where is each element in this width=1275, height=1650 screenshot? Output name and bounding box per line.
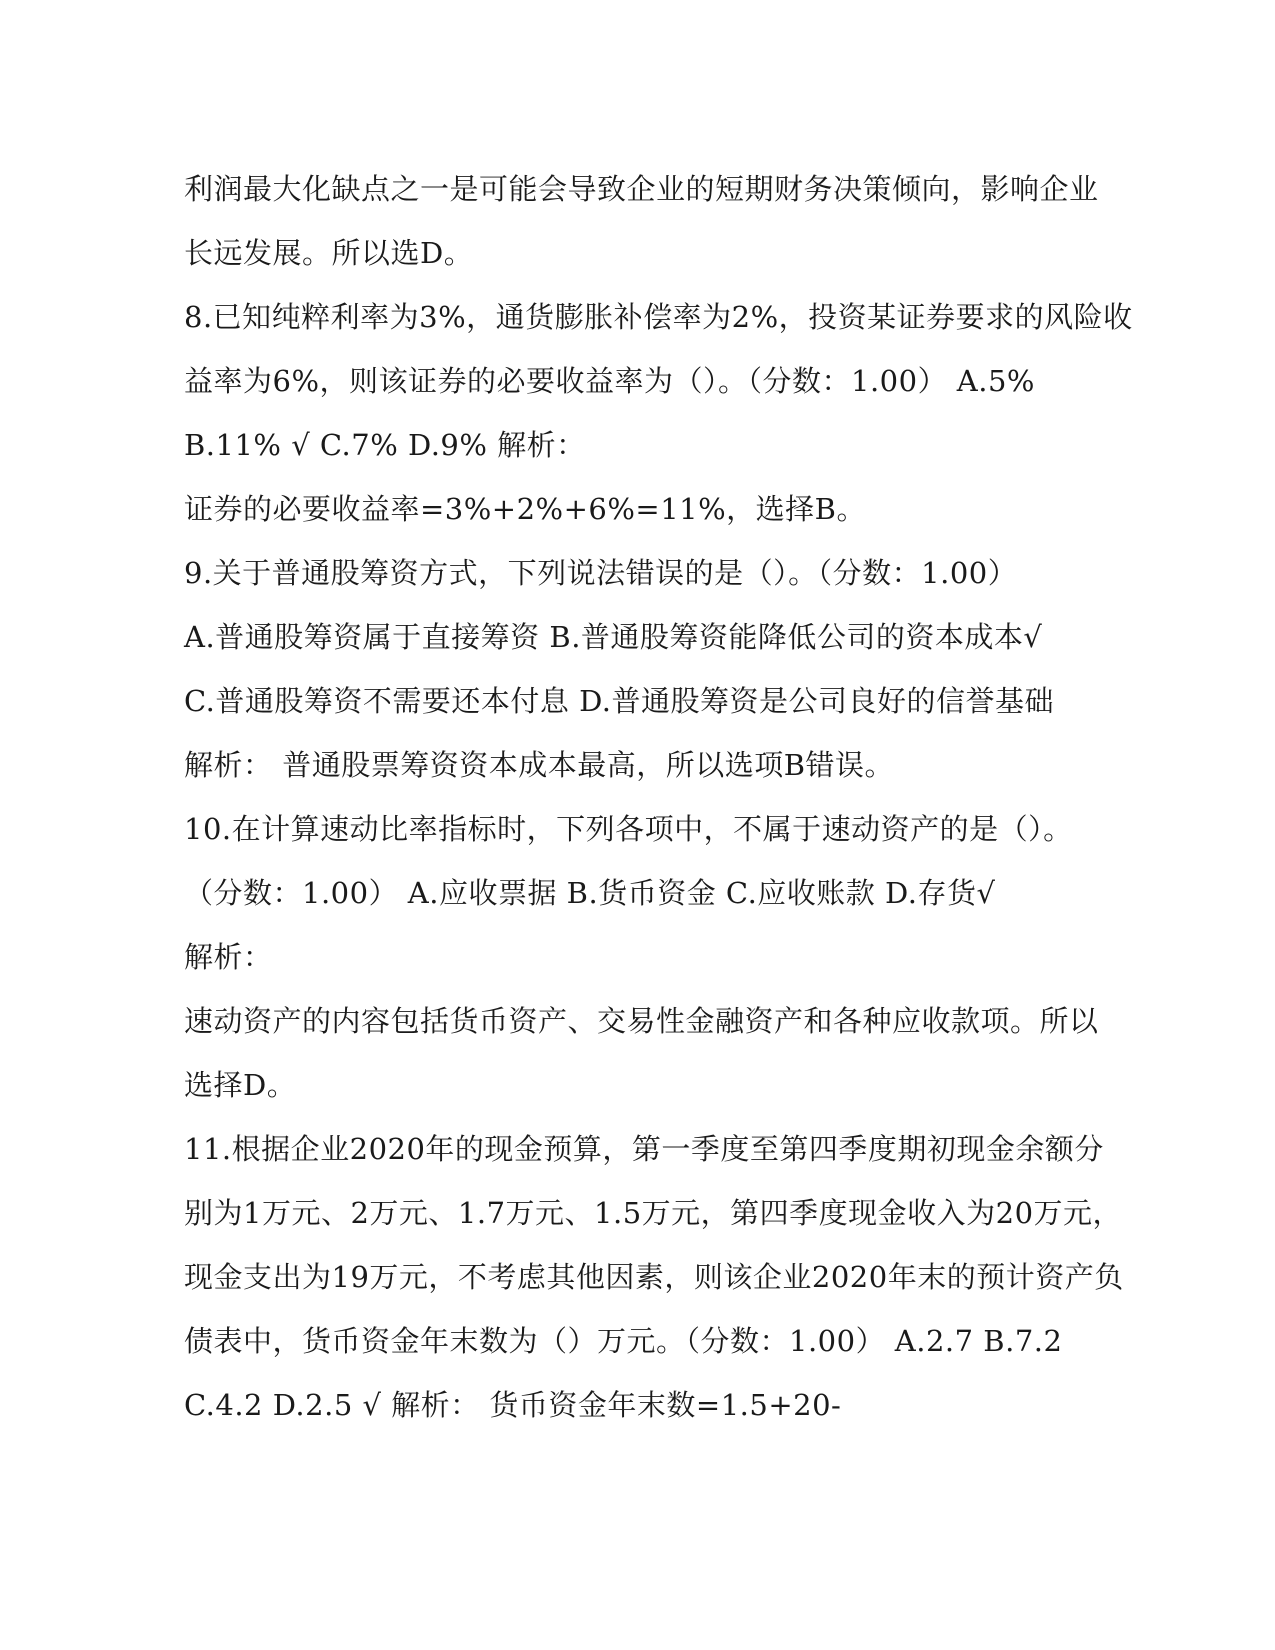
text-line: A.普通股筹资属于直接筹资 B.普通股筹资能降低公司的资本成本√	[184, 620, 1043, 654]
text-line: 选择D。	[184, 1068, 297, 1102]
text-line: C.4.2 D.2.5 √ 解析： 货币资金年末数=1.5+20-	[184, 1388, 842, 1422]
text-line: 现金支出为19万元，不考虑其他因素，则该企业2020年末的预计资产负	[184, 1260, 1124, 1294]
text-line: B.11% √ C.7% D.9% 解析：	[184, 428, 586, 462]
document-body	[184, 157, 1133, 1437]
text-line: 证券的必要收益率=3%+2%+6%=11%，选择B。	[184, 492, 866, 526]
text-line: 益率为6%，则该证券的必要收益率为（）。（分数：1.00） A.5%	[184, 364, 1035, 398]
text-line: 债表中，货币资金年末数为（）万元。（分数：1.00） A.2.7 B.7.2	[184, 1324, 1063, 1358]
text-line: 解析： 普通股票筹资资本成本最高，所以选项B错误。	[184, 748, 895, 782]
text-line: 9.关于普通股筹资方式，下列说法错误的是（）。（分数：1.00）	[184, 556, 1018, 590]
text-line: 别为1万元、2万元、1.7万元、1.5万元，第四季度现金收入为20万元，	[184, 1196, 1123, 1230]
text-line: 利润最大化缺点之一是可能会导致企业的短期财务决策倾向，影响企业	[184, 172, 1099, 206]
text-line: 长远发展。所以选D。	[184, 236, 474, 270]
text-line: 11.根据企业2020年的现金预算，第一季度至第四季度期初现金余额分	[184, 1132, 1104, 1166]
text-line: 速动资产的内容包括货币资产、交易性金融资产和各种应收款项。所以	[184, 1004, 1099, 1038]
text-line: 解析：	[184, 940, 273, 974]
text-line: 10.在计算速动比率指标时，下列各项中，不属于速动资产的是（）。	[184, 812, 1073, 846]
text-line: C.普通股筹资不需要还本付息 D.普通股筹资是公司良好的信誉基础	[184, 684, 1055, 718]
text-line: （分数：1.00） A.应收票据 B.货币资金 C.应收账款 D.存货√	[184, 876, 996, 910]
text-line: 8.已知纯粹利率为3%，通货膨胀补偿率为2%，投资某证券要求的风险收	[184, 300, 1133, 334]
